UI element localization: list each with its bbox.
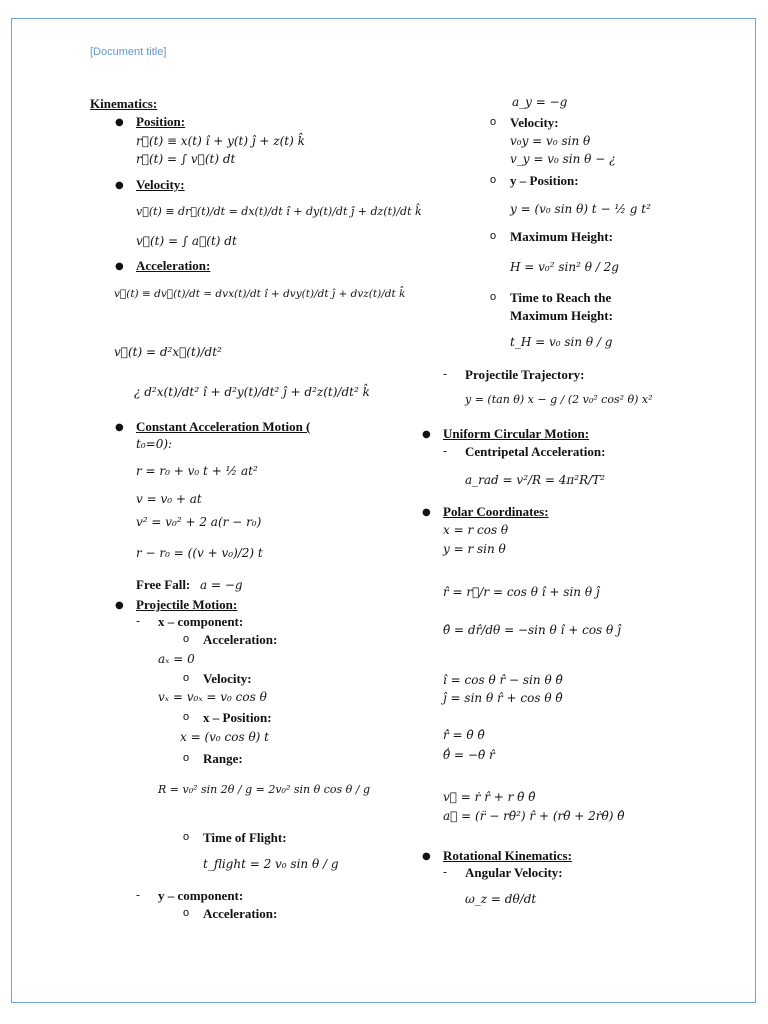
- bullet-icon: ●: [115, 180, 124, 191]
- dash-icon: -: [136, 614, 141, 628]
- page-border: [11, 18, 756, 1003]
- dash-icon: -: [443, 444, 448, 458]
- heading-rotational-kinematics: Rotational Kinematics:: [443, 848, 572, 863]
- bullet-icon: ●: [422, 851, 431, 862]
- x-component-label: x – component:: [158, 614, 244, 629]
- heading-position: Position:: [136, 114, 186, 129]
- circle-bullet-icon: o: [490, 116, 497, 128]
- bullet-icon: ●: [115, 600, 124, 611]
- polar-equation-6: ĵ = sin θ r̂ + cos θ θ̂: [443, 691, 563, 705]
- circle-bullet-icon: o: [490, 230, 497, 242]
- polar-equation-2: y = r sin θ: [443, 542, 506, 556]
- position-equation-2: r⃗(t) = ∫ v⃗(t) dt: [136, 152, 236, 166]
- x-velocity-label: Velocity:: [203, 671, 252, 686]
- bullet-icon: ●: [422, 429, 431, 440]
- free-fall-equation: a = −g: [200, 578, 243, 592]
- constant-accel-equation-3: v² = v₀² + 2 a(r − r₀): [136, 515, 262, 529]
- heading-projectile-motion: Projectile Motion:: [136, 597, 238, 612]
- constant-accel-equation-1: r = r₀ + v₀ t + ½ at²: [136, 464, 258, 478]
- y-component-label: y – component:: [158, 888, 244, 903]
- circle-bullet-icon: o: [183, 711, 190, 723]
- position-equation-1: r⃗(t) ≡ x(t) î + y(t) ĵ + z(t) k̂: [136, 134, 305, 148]
- max-height-equation: H = v₀² sin² θ / 2g: [510, 260, 619, 274]
- time-of-flight-label: Time of Flight:: [203, 830, 287, 845]
- max-height-label: Maximum Height:: [510, 229, 613, 244]
- acceleration-equation-1: v⃗(t) ≡ dv⃗(t)/dt = dvx(t)/dt î + dvy(t)/dt ĵ + dvz(t)/dt k̂: [114, 288, 406, 300]
- y-velocity-equation-2: v_y = v₀ sin θ − ¿: [510, 152, 616, 166]
- x-velocity-equation: vₓ = v₀ₓ = v₀ cos θ: [158, 690, 267, 704]
- polar-equation-3: r̂ = r⃗/r = cos θ î + sin θ ĵ: [443, 585, 600, 599]
- ay-equation: a_y = −g: [512, 95, 568, 109]
- t-h-equation: t_H = v₀ sin θ / g: [510, 335, 613, 349]
- circle-bullet-icon: o: [183, 831, 190, 843]
- y-acceleration-label: Acceleration:: [203, 906, 278, 921]
- range-label: Range:: [203, 751, 243, 766]
- constant-acceleration-initial-time: t₀=0):: [136, 437, 173, 451]
- constant-accel-equation-4: r − r₀ = ((v + v₀)/2) t: [136, 546, 263, 560]
- circle-bullet-icon: o: [183, 907, 190, 919]
- x-acceleration-label: Acceleration:: [203, 632, 278, 647]
- heading-polar-coordinates: Polar Coordinates:: [443, 504, 549, 519]
- angular-velocity-equation: ω_z = dθ/dt: [465, 892, 537, 906]
- heading-velocity: Velocity:: [136, 177, 185, 192]
- time-to-max-label-2: Maximum Height:: [510, 308, 613, 323]
- polar-equation-9: v⃗ = ṙ r̂ + r θ̇ θ̂: [443, 790, 536, 804]
- x-position-equation: x = (v₀ cos θ) t: [180, 730, 269, 744]
- polar-equation-4: θ̂ = dr̂/dθ = −sin θ î + cos θ ĵ: [443, 623, 621, 637]
- centripetal-equation: a_rad = v²/R = 4π²R/T²: [465, 473, 605, 487]
- dash-icon: -: [443, 367, 448, 381]
- x-position-label: x – Position:: [203, 710, 272, 725]
- y-velocity-equation-1: v₀y = v₀ sin θ: [510, 134, 591, 148]
- circle-bullet-icon: o: [183, 633, 190, 645]
- bullet-icon: ●: [115, 422, 124, 433]
- heading-acceleration: Acceleration:: [136, 258, 211, 273]
- time-of-flight-equation: t_flight = 2 v₀ sin θ / g: [203, 857, 339, 871]
- dash-icon: -: [136, 888, 141, 902]
- constant-accel-equation-2: v = v₀ + at: [136, 492, 202, 506]
- polar-equation-1: x = r cos θ: [443, 523, 509, 537]
- x-acceleration-equation: aₓ = 0: [158, 652, 195, 666]
- circle-bullet-icon: o: [490, 291, 497, 303]
- heading-constant-acceleration: Constant Acceleration Motion (: [136, 419, 311, 434]
- circle-bullet-icon: o: [490, 174, 497, 186]
- y-position-label: y – Position:: [510, 173, 579, 188]
- angular-velocity-label: Angular Velocity:: [465, 865, 563, 880]
- acceleration-equation-2: v⃗(t) = d²x⃗(t)/dt²: [114, 345, 222, 359]
- dash-icon: -: [443, 865, 448, 879]
- polar-equation-7: r̂̇ = θ̇ θ̂: [443, 728, 485, 742]
- trajectory-equation: y = (tan θ) x − g / (2 v₀² cos² θ) x²: [465, 393, 653, 406]
- heading-uniform-circular-motion: Uniform Circular Motion:: [443, 426, 590, 441]
- circle-bullet-icon: o: [183, 672, 190, 684]
- centripetal-label: Centripetal Acceleration:: [465, 444, 606, 459]
- velocity-equation-2: v⃗(t) = ∫ a⃗(t) dt: [136, 234, 237, 248]
- bullet-icon: ●: [115, 117, 124, 128]
- circle-bullet-icon: o: [183, 752, 190, 764]
- heading-kinematics: Kinematics:: [90, 96, 158, 111]
- acceleration-equation-3: ¿ d²x(t)/dt² î + d²y(t)/dt² ĵ + d²z(t)/dt² k̂: [134, 385, 370, 399]
- time-to-max-label-1: Time to Reach the: [510, 290, 612, 305]
- polar-equation-8: θ̂̇ = −θ̇ r̂: [443, 748, 495, 762]
- document-title: [Document title]: [90, 46, 167, 58]
- bullet-icon: ●: [422, 507, 431, 518]
- y-position-equation: y = (v₀ sin θ) t − ½ g t²: [510, 202, 651, 216]
- bullet-icon: ●: [115, 261, 124, 272]
- trajectory-label: Projectile Trajectory:: [465, 367, 585, 382]
- polar-equation-10: a⃗ = (r̈ − rθ̇²) r̂ + (rθ̈ + 2ṙθ̇) θ̂: [443, 809, 625, 823]
- velocity-equation-1: v⃗(t) ≡ dr⃗(t)/dt = dx(t)/dt î + dy(t)/dt ĵ + dz(t)/dt k̂: [136, 205, 422, 218]
- polar-equation-5: î = cos θ r̂ − sin θ θ̂: [443, 673, 563, 687]
- range-equation: R = v₀² sin 2θ / g = 2v₀² sin θ cos θ / g: [158, 783, 371, 796]
- y-velocity-label: Velocity:: [510, 115, 559, 130]
- free-fall-label: Free Fall:: [136, 577, 191, 592]
